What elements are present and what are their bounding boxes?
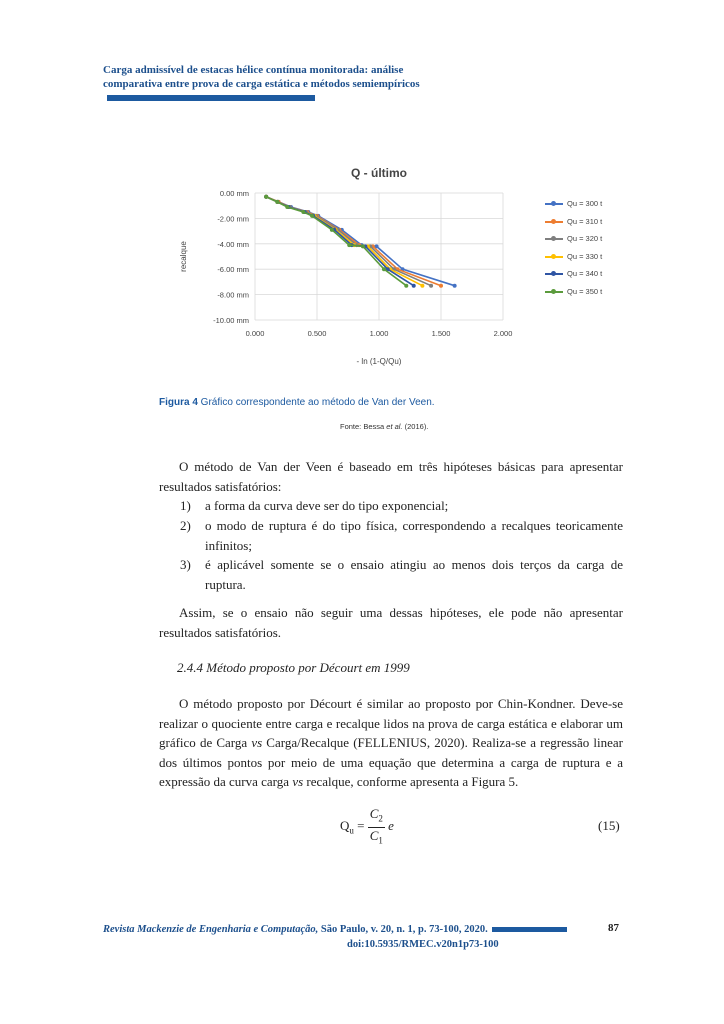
list-item: [180, 496, 623, 516]
footer-doi: doi:10.5935/RMEC.v20n1p73-100: [347, 939, 499, 950]
legend-swatch: [545, 203, 563, 205]
series-line: [266, 197, 454, 286]
y-axis-label: recalque: [179, 241, 188, 272]
eq-den-sub: 1: [378, 835, 383, 846]
paragraph-1: O método de Van der Veen é baseado em três hipóteses básicas para apresentar resultados satisfatórios:: [159, 459, 623, 494]
legend-swatch: [545, 221, 563, 223]
header-rule: [107, 95, 315, 101]
list-item: [180, 516, 623, 555]
data-point: [412, 284, 416, 288]
paragraph-3: [159, 694, 623, 792]
van-der-veen-chart: [175, 160, 535, 380]
legend-entry: [545, 248, 602, 266]
footer: [103, 922, 623, 952]
list-number: 2): [180, 518, 191, 533]
data-point: [382, 267, 386, 271]
eq-equals: =: [357, 818, 365, 834]
vs-italic: vs: [251, 735, 263, 750]
eq-lhs: Q: [340, 818, 350, 834]
x-tick-label: 2.000: [493, 329, 513, 338]
source-prefix: Fonte: Bessa: [340, 422, 387, 431]
y-tick-label: 0.00 mm: [219, 189, 249, 198]
legend-entry: [545, 195, 602, 213]
paragraph-3-part-b: Carga/Recalque (FELLENIUS, 2020). Realiza-se a regressão linear dos últimos pontos por meio de uma equação que determina a carga de ruptura e a expressão da curva carga: [159, 735, 623, 789]
x-tick-label: 1.000: [369, 329, 389, 338]
source-suffix: (2016).: [402, 422, 429, 431]
data-point: [453, 284, 457, 288]
list-text: a forma da curva deve ser do tipo exponencial;: [205, 498, 449, 513]
y-tick-label: -8.00 mm: [217, 290, 249, 300]
chart-title: Q - último: [351, 166, 407, 180]
vs-italic: vs: [292, 774, 304, 789]
legend-swatch: [545, 291, 563, 293]
chart-legend: [545, 195, 602, 300]
eq-denominator: [368, 828, 385, 849]
data-point: [361, 244, 365, 248]
eq-den-symbol: C: [369, 827, 379, 843]
running-header: [103, 63, 623, 105]
data-point: [439, 284, 443, 288]
figure-source: [340, 422, 428, 431]
section-heading: 2.4.4 Método proposto por Décourt em 1999: [177, 660, 410, 675]
legend-entry: [545, 265, 602, 283]
list-text: é aplicável somente se o ensaio atingiu ao menos dois terços da carga de ruptura.: [205, 557, 623, 592]
y-tick-label: -2.00 mm: [217, 214, 249, 224]
data-point: [420, 284, 424, 288]
eq-lhs-sub: u: [349, 825, 354, 836]
legend-swatch: [545, 238, 563, 240]
eq-numerator: [368, 806, 385, 828]
y-tick-label: -4.00 mm: [217, 239, 249, 249]
legend-label: Qu = 350 t: [567, 286, 603, 296]
legend-label: Qu = 340 t: [567, 269, 603, 278]
paragraph-2: Assim, se o ensaio não seguir uma dessas hipóteses, ele pode não apresentar resultados satisfatórios.: [159, 605, 623, 640]
legend-label: Qu = 310 t: [567, 216, 603, 226]
x-tick-label: 0.500: [307, 329, 327, 338]
list-text: o modo de ruptura é do tipo física, correspondendo a recalques teoricamente infinitos;: [205, 518, 623, 553]
legend-label: Qu = 300 t: [567, 199, 603, 208]
data-point: [285, 205, 289, 209]
legend-swatch: [545, 273, 563, 275]
eq-fraction: [368, 806, 385, 848]
y-tick-label: -10.00 mm: [213, 316, 249, 325]
legend-label: Qu = 320 t: [567, 234, 603, 243]
footer-rule: [492, 927, 567, 932]
legend-label: Qu = 330 t: [567, 251, 603, 261]
list-number: 3): [180, 557, 191, 572]
legend-swatch: [545, 256, 563, 258]
list-number: 1): [180, 498, 191, 513]
series-line: [266, 197, 414, 286]
eq-num-sub: 2: [378, 813, 383, 824]
header-line-2: comparativa entre prova de carga estática e métodos semiempíricos: [103, 78, 420, 90]
header-line-1: Carga admissível de estacas hélice contínua monitorada: análise: [103, 64, 404, 76]
figure-caption: [159, 397, 435, 408]
footer-journal: Revista Mackenzie de Engenharia e Computação,: [103, 924, 319, 935]
list-item: [180, 555, 623, 594]
data-point: [330, 228, 334, 232]
data-point: [301, 210, 305, 214]
eq-num-symbol: C: [369, 806, 379, 821]
series-line: [266, 197, 406, 286]
data-point: [310, 214, 314, 218]
y-tick-label: -6.00 mm: [217, 265, 249, 275]
equation-number: (15): [598, 818, 620, 833]
x-axis-label: - ln (1-Q/Qu): [356, 357, 402, 366]
data-point: [347, 243, 351, 247]
equation-15: [340, 806, 394, 848]
source-etal: et al.: [386, 422, 403, 431]
data-point: [264, 195, 268, 199]
legend-entry: [545, 230, 602, 248]
x-tick-label: 1.500: [431, 329, 451, 338]
legend-entry: [545, 213, 602, 231]
eq-tail: e: [388, 818, 394, 834]
data-point: [275, 200, 279, 204]
data-point: [429, 284, 433, 288]
figure-caption-text: Gráfico correspondente ao método de Van der Veen.: [197, 397, 435, 408]
x-tick-label: 0.000: [245, 329, 265, 338]
footer-details: São Paulo, v. 20, n. 1, p. 73-100, 2020.: [318, 924, 488, 935]
data-point: [404, 284, 408, 288]
paragraph-3-part-a: O método proposto por Décourt é similar ao proposto por Chin-Kondner. Deve-se realizar o quociente entre carga e recalque lidos na prova de carga estática e elaborar um gráfico de Carga: [159, 696, 623, 750]
page-number: 87: [608, 922, 619, 934]
paragraph-3-part-c: recalque, conforme apresenta a Figura 5.: [303, 774, 519, 789]
figure-label: Figura 4: [159, 397, 198, 408]
legend-entry: [545, 283, 602, 301]
